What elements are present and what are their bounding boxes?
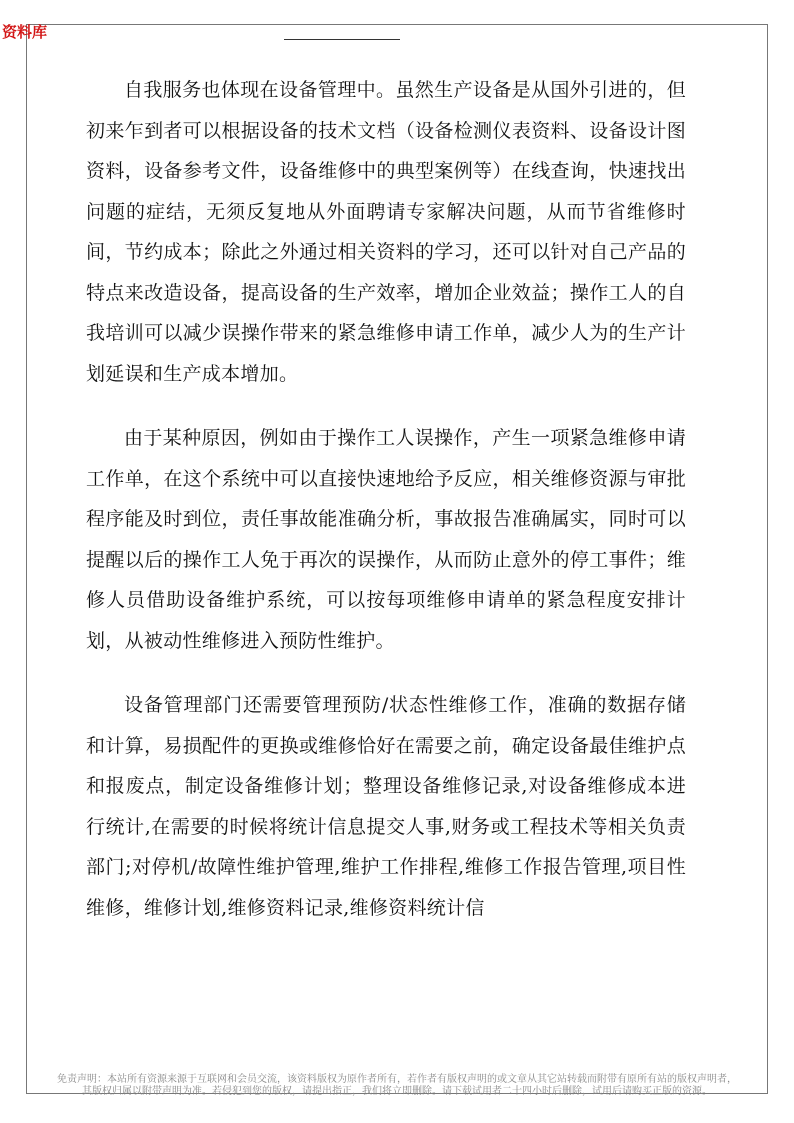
paragraph-3: 设备管理部门还需要管理预防/状态性维修工作，准确的数据存储和计算，易损配件的更换或维修恰好在需要之前，确定设备最佳维护点和报废点，制定设备维修计划；整理设备维修记录,对设备维修成本进行统计,在需要的时候将统计信息提交人事,财务或工程技术等相关负责部门;对停机/故障性维护管理,维护工作排程,维修工作报告管理,项目性维修，维修计划,维修资料记录,维修资料统计信 — [86, 694, 686, 919]
disclaimer-line-1: 免责声明：本站所有资源来源于互联网和会员交流，该资料版权为原作者所有，若作者有版权声明的或文章从其它站转载而附带有原所有站的版权声明者， — [57, 1074, 737, 1085]
header-rule — [284, 39, 400, 40]
paragraph-2: 由于某种原因，例如由于操作工人误操作，产生一项紧急维修申请工作单，在这个系统中可以直接快速地给予反应，相关维修资源与审批程序能及时到位，责任事故能准确分析，事故报告准确属实，同时可以提醒以后的操作工人免于再次的误操作，从而防止意外的停工事件；维修人员借助设备维护系统，可以按每项维修申请单的紧急程度安排计划，从被动性维修进入预防性维护。 — [86, 427, 686, 652]
paragraph-1: 自我服务也体现在设备管理中。虽然生产设备是从国外引进的，但初来乍到者可以根据设备的技术文档（设备检测仪表资料、设备设计图资料，设备参考文件，设备维修中的典型案例等）在线查询，快速找出问题的症结，无须反复地从外面聘请专家解决问题，从而节省维修时间，节约成本；除此之外通过相关资料的学习，还可以针对自己产品的特点来改造设备，提高设备的生产效率，增加企业效益；操作工人的自我培训可以减少误操作带来的紧急维修申请工作单，减少人为的生产计划延误和生产成本增加。 — [86, 79, 686, 385]
document-body — [86, 70, 686, 952]
site-logo: 资料库 — [2, 23, 48, 41]
disclaimer-line-2: 其版权归属以附带声明为准。若侵犯到您的版权，请提出指正，我们将立即删除。请下载试用者二十四小时后删除，试用后请购买正版的资源。 — [82, 1086, 712, 1097]
disclaimer-footer — [28, 1074, 766, 1098]
